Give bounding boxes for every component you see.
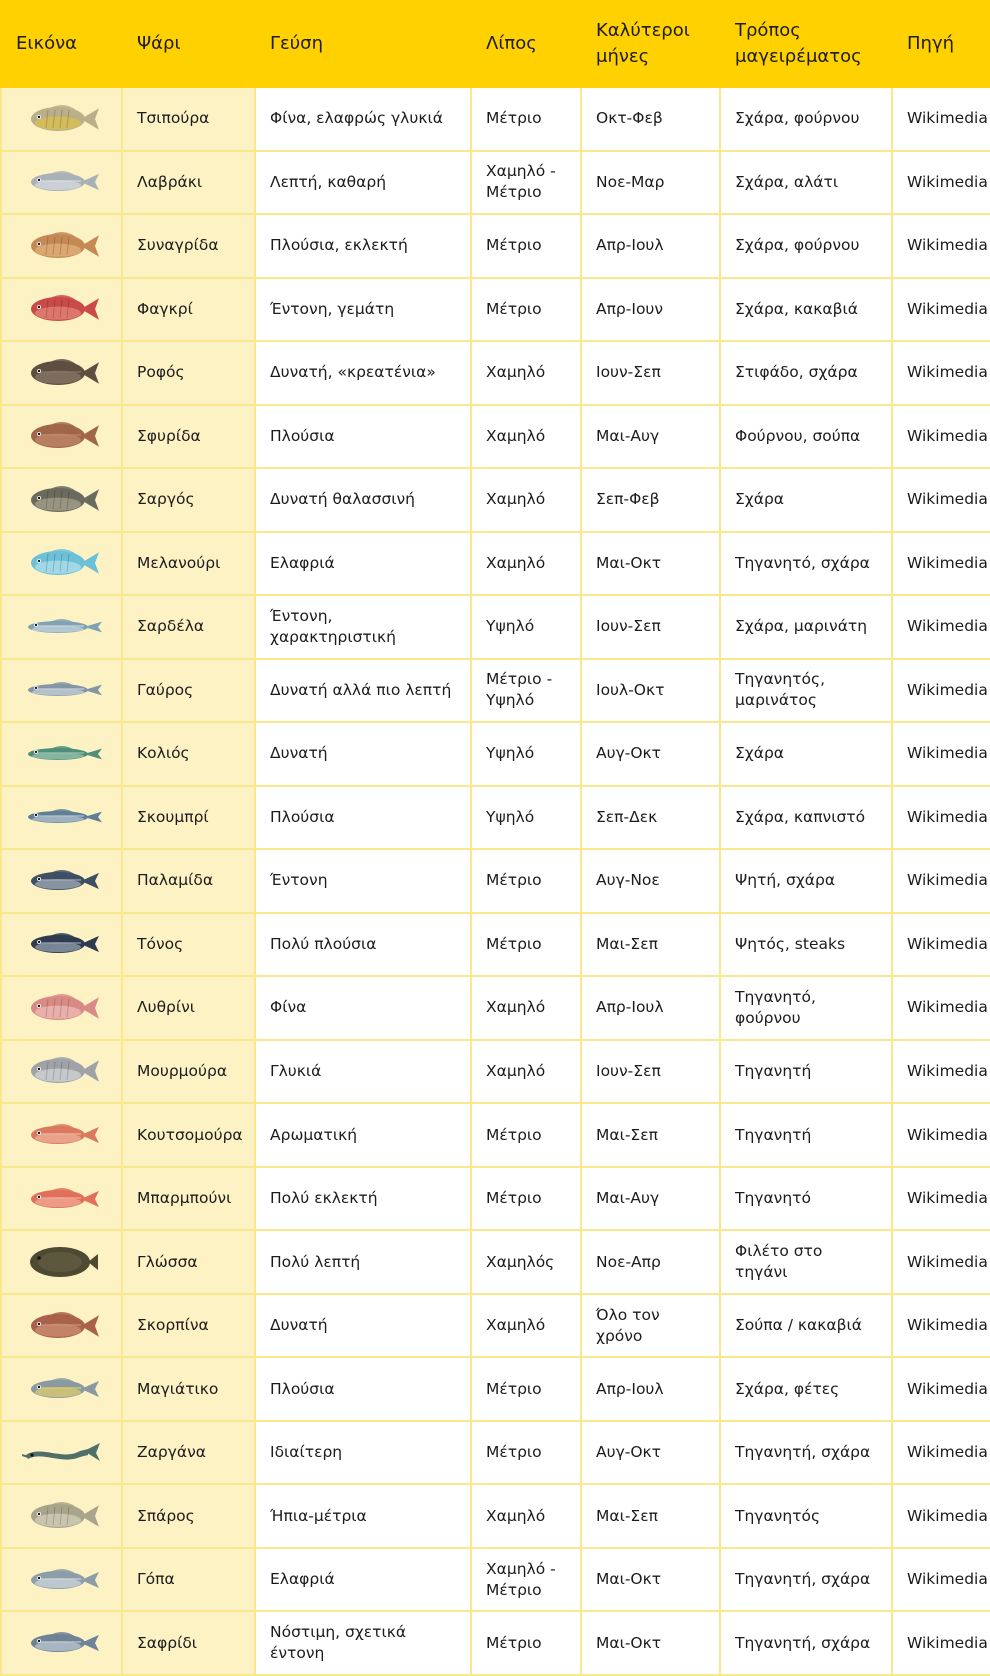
fat-cell: Μέτριο [471,1167,581,1231]
fat-cell: Μέτριο [471,1103,581,1167]
months-cell: Μαι-Αυγ [581,405,720,469]
months-cell: Σεπ-Φεβ [581,468,720,532]
fish-name: Γόπα [122,1548,255,1612]
grouper-icon [22,353,102,393]
cooking-cell: Τηγανητή [720,1040,892,1104]
header-image: Εικόνα [1,1,122,87]
fat-cell: Χαμηλό [471,405,581,469]
taste-cell: Δυνατή [255,1294,471,1358]
months-cell: Όλο τον χρόνο [581,1294,720,1358]
source-link[interactable]: Wikimedia [892,659,990,723]
taste-cell: Ελαφριά [255,1548,471,1612]
months-cell: Σεπ-Δεκ [581,786,720,850]
cooking-cell: Σχάρα, μαρινάτη [720,595,892,659]
table-row [1,659,990,723]
cooking-cell: Σχάρα, φούρνου [720,214,892,278]
taste-cell: Πολύ λεπτή [255,1230,471,1294]
taste-cell: Δυνατή θαλασσινή [255,468,471,532]
taste-cell: Φίνα [255,976,471,1040]
table-row [1,1040,990,1104]
months-cell: Μαι-Οκτ [581,1611,720,1675]
months-cell: Απρ-Ιουλ [581,976,720,1040]
table-row [1,1548,990,1612]
striped-seabream-icon [22,1051,102,1091]
months-cell: Μαι-Οκτ [581,532,720,596]
table-row [1,976,990,1040]
cooking-cell: Φιλέτο στο τηγάνι [720,1230,892,1294]
fat-cell: Μέτριο [471,214,581,278]
source-link[interactable]: Wikimedia [892,151,990,215]
cooking-cell: Σχάρα [720,722,892,786]
table-row [1,532,990,596]
taste-cell: Φίνα, ελαφρώς γλυκιά [255,87,471,151]
fish-image [1,1167,122,1231]
table-row [1,1230,990,1294]
chub-mackerel-icon [22,734,102,774]
fat-cell: Μέτριο [471,87,581,151]
fish-name: Φαγκρί [122,278,255,342]
annular-seabream-icon [22,1496,102,1536]
fish-name: Λαβράκι [122,151,255,215]
table-row [1,1421,990,1485]
taste-cell: Αρωματική [255,1103,471,1167]
fat-cell: Χαμηλό [471,976,581,1040]
header-months: Καλύτεροι μήνες [581,1,720,87]
fish-name: Σαργός [122,468,255,532]
fish-name: Ροφός [122,341,255,405]
table-row [1,1484,990,1548]
table-row [1,849,990,913]
cooking-cell: Σχάρα, αλάτι [720,151,892,215]
header-source: Πηγή [892,1,990,87]
fat-cell: Χαμηλός [471,1230,581,1294]
table-row [1,595,990,659]
months-cell: Αυγ-Νοε [581,849,720,913]
cooking-cell: Τηγανητό, σχάρα [720,532,892,596]
months-cell: Απρ-Ιουν [581,278,720,342]
fish-image [1,1040,122,1104]
fat-cell: Υψηλό [471,595,581,659]
source-link[interactable]: Wikimedia [892,341,990,405]
months-cell: Απρ-Ιουλ [581,214,720,278]
months-cell: Νοε-Απρ [581,1230,720,1294]
months-cell: Ιουν-Σεπ [581,595,720,659]
months-cell: Μαι-Σεπ [581,913,720,977]
source-link[interactable]: Wikimedia [892,1611,990,1675]
white-seabream-icon [22,480,102,520]
fish-image [1,1548,122,1612]
fish-name: Σκουμπρί [122,786,255,850]
header-cooking: Τρόπος μαγειρέματος [720,1,892,87]
fat-cell: Χαμηλό - Μέτριο [471,151,581,215]
bonito-icon [22,861,102,901]
taste-cell: Δυνατή αλλά πιο λεπτή [255,659,471,723]
fish-image [1,1103,122,1167]
source-link[interactable]: Wikimedia [892,278,990,342]
months-cell: Ιουν-Σεπ [581,1040,720,1104]
cooking-cell: Τηγανητό, φούρνου [720,976,892,1040]
fish-name: Ζαργάνα [122,1421,255,1485]
fish-image [1,87,122,151]
sardine-icon [22,607,102,647]
taste-cell: Ιδιαίτερη [255,1421,471,1485]
cooking-cell: Τηγανητό [720,1167,892,1231]
scorpionfish-icon [22,1306,102,1346]
cooking-cell: Σχάρα, φέτες [720,1357,892,1421]
fish-image [1,341,122,405]
taste-cell: Έντονη, γεμάτη [255,278,471,342]
source-link[interactable]: Wikimedia [892,849,990,913]
source-link[interactable]: Wikimedia [892,1484,990,1548]
fish-image [1,151,122,215]
fat-cell: Χαμηλό [471,1484,581,1548]
horse-mackerel-icon [22,1623,102,1663]
fish-name: Συναγρίδα [122,214,255,278]
fish-image [1,405,122,469]
header-row [1,1,990,87]
fish-image [1,1611,122,1675]
fish-name: Σαφρίδι [122,1611,255,1675]
source-link[interactable]: Wikimedia [892,976,990,1040]
taste-cell: Έντονη [255,849,471,913]
table-row [1,278,990,342]
table-row [1,1103,990,1167]
fish-name: Γλώσσα [122,1230,255,1294]
fat-cell: Χαμηλό [471,1294,581,1358]
months-cell: Ιουν-Σεπ [581,341,720,405]
garfish-icon [22,1433,102,1473]
fat-cell: Μέτριο [471,849,581,913]
table-row [1,1611,990,1675]
source-link[interactable]: Wikimedia [892,532,990,596]
table-row [1,1357,990,1421]
red-porgy-icon [22,289,102,329]
fish-name: Παλαμίδα [122,849,255,913]
mackerel-icon [22,797,102,837]
fish-image [1,1294,122,1358]
source-link[interactable]: Wikimedia [892,1357,990,1421]
cooking-cell: Τηγανητή, σχάρα [720,1421,892,1485]
taste-cell: Δυνατή [255,722,471,786]
fish-image [1,468,122,532]
fish-name: Σκορπίνα [122,1294,255,1358]
sea-bass-icon [22,162,102,202]
fish-image [1,532,122,596]
fish-image [1,1230,122,1294]
months-cell: Μαι-Αυγ [581,1167,720,1231]
cooking-cell: Στιφάδο, σχάρα [720,341,892,405]
months-cell: Αυγ-Οκτ [581,1421,720,1485]
cooking-cell: Τηγανητή [720,1103,892,1167]
taste-cell: Πολύ εκλεκτή [255,1167,471,1231]
fish-image [1,849,122,913]
taste-cell: Δυνατή, «κρεατένια» [255,341,471,405]
source-link[interactable]: Wikimedia [892,595,990,659]
header-taste: Γεύση [255,1,471,87]
taste-cell: Ήπια-μέτρια [255,1484,471,1548]
fish-image [1,913,122,977]
fish-name: Κολιός [122,722,255,786]
cooking-cell: Σχάρα, καπνιστό [720,786,892,850]
fish-name: Σπάρος [122,1484,255,1548]
table-row [1,405,990,469]
amberjack-icon [22,1369,102,1409]
fish-image [1,786,122,850]
source-link[interactable]: Wikimedia [892,468,990,532]
fish-name: Τόνος [122,913,255,977]
striped-red-mullet-icon [22,1179,102,1219]
months-cell: Απρ-Ιουλ [581,1357,720,1421]
fat-cell: Μέτριο [471,278,581,342]
fat-cell: Μέτριο [471,913,581,977]
months-cell: Οκτ-Φεβ [581,87,720,151]
source-link[interactable]: Wikimedia [892,87,990,151]
saddled-bream-icon [22,543,102,583]
fish-name: Μαγιάτικο [122,1357,255,1421]
fish-image [1,278,122,342]
white-grouper-icon [22,416,102,456]
cooking-cell: Τηγανητή, σχάρα [720,1611,892,1675]
fat-cell: Χαμηλό [471,1040,581,1104]
months-cell: Μαι-Σεπ [581,1103,720,1167]
source-link[interactable]: Wikimedia [892,1548,990,1612]
source-link[interactable]: Wikimedia [892,913,990,977]
cooking-cell: Τηγανητός [720,1484,892,1548]
source-link[interactable]: Wikimedia [892,1421,990,1485]
months-cell: Αυγ-Οκτ [581,722,720,786]
header-fat: Λίπος [471,1,581,87]
red-mullet-icon [22,1115,102,1155]
fat-cell: Μέτριο [471,1611,581,1675]
fat-cell: Χαμηλό [471,341,581,405]
table-row [1,1167,990,1231]
fish-image [1,1484,122,1548]
fat-cell: Μέτριο - Υψηλό [471,659,581,723]
taste-cell: Πλούσια [255,1357,471,1421]
fat-cell: Μέτριο [471,1421,581,1485]
fish-name: Σαρδέλα [122,595,255,659]
fish-name: Μπαρμπούνι [122,1167,255,1231]
table-row [1,786,990,850]
fish-image [1,976,122,1040]
table-row [1,1294,990,1358]
source-link[interactable]: Wikimedia [892,405,990,469]
pandora-icon [22,988,102,1028]
months-cell: Ιουλ-Οκτ [581,659,720,723]
fish-name: Σφυρίδα [122,405,255,469]
table-row [1,722,990,786]
tuna-icon [22,924,102,964]
table-row [1,151,990,215]
source-link[interactable]: Wikimedia [892,1167,990,1231]
fish-name: Τσιπούρα [122,87,255,151]
taste-cell: Λεπτή, καθαρή [255,151,471,215]
taste-cell: Ελαφριά [255,532,471,596]
source-link[interactable]: Wikimedia [892,214,990,278]
header-fish: Ψάρι [122,1,255,87]
fish-image [1,1357,122,1421]
table-row [1,87,990,151]
cooking-cell: Σχάρα, φούρνου [720,87,892,151]
taste-cell: Γλυκιά [255,1040,471,1104]
source-link[interactable]: Wikimedia [892,1294,990,1358]
dentex-icon [22,226,102,266]
months-cell: Νοε-Μαρ [581,151,720,215]
fish-name: Κουτσομούρα [122,1103,255,1167]
fat-cell: Χαμηλό - Μέτριο [471,1548,581,1612]
cooking-cell: Σχάρα [720,468,892,532]
cooking-cell: Τηγανητή, σχάρα [720,1548,892,1612]
source-link[interactable]: Wikimedia [892,1230,990,1294]
cooking-cell: Φούρνου, σούπα [720,405,892,469]
source-link[interactable]: Wikimedia [892,1103,990,1167]
fish-image [1,214,122,278]
sole-icon [22,1242,102,1282]
table-row [1,468,990,532]
source-link[interactable]: Wikimedia [892,786,990,850]
cooking-cell: Σχάρα, κακαβιά [720,278,892,342]
fat-cell: Χαμηλό [471,532,581,596]
gilthead-bream-icon [22,99,102,139]
fish-image [1,722,122,786]
cooking-cell: Ψητός, steaks [720,913,892,977]
cooking-cell: Ψητή, σχάρα [720,849,892,913]
taste-cell: Πλούσια [255,786,471,850]
fish-name: Λυθρίνι [122,976,255,1040]
taste-cell: Πλούσια, εκλεκτή [255,214,471,278]
cooking-cell: Τηγανητός, μαρινάτος [720,659,892,723]
taste-cell: Πλούσια [255,405,471,469]
fish-name: Μουρμούρα [122,1040,255,1104]
table-row [1,341,990,405]
fat-cell: Μέτριο [471,1357,581,1421]
taste-cell: Νόστιμη, σχετικά έντονη [255,1611,471,1675]
anchovy-icon [22,670,102,710]
source-link[interactable]: Wikimedia [892,1040,990,1104]
table-row [1,214,990,278]
fat-cell: Υψηλό [471,786,581,850]
fish-name: Γαύρος [122,659,255,723]
fish-image [1,595,122,659]
fish-name: Μελανούρι [122,532,255,596]
fat-cell: Χαμηλό [471,468,581,532]
fish-image [1,1421,122,1485]
fish-image [1,659,122,723]
months-cell: Μαι-Οκτ [581,1548,720,1612]
fat-cell: Υψηλό [471,722,581,786]
taste-cell: Έντονη, χαρακτηριστική [255,595,471,659]
source-link[interactable]: Wikimedia [892,722,990,786]
table-row [1,913,990,977]
table-body [1,87,990,1675]
bogue-icon [22,1560,102,1600]
cooking-cell: Σούπα / κακαβιά [720,1294,892,1358]
taste-cell: Πολύ πλούσια [255,913,471,977]
months-cell: Μαι-Σεπ [581,1484,720,1548]
